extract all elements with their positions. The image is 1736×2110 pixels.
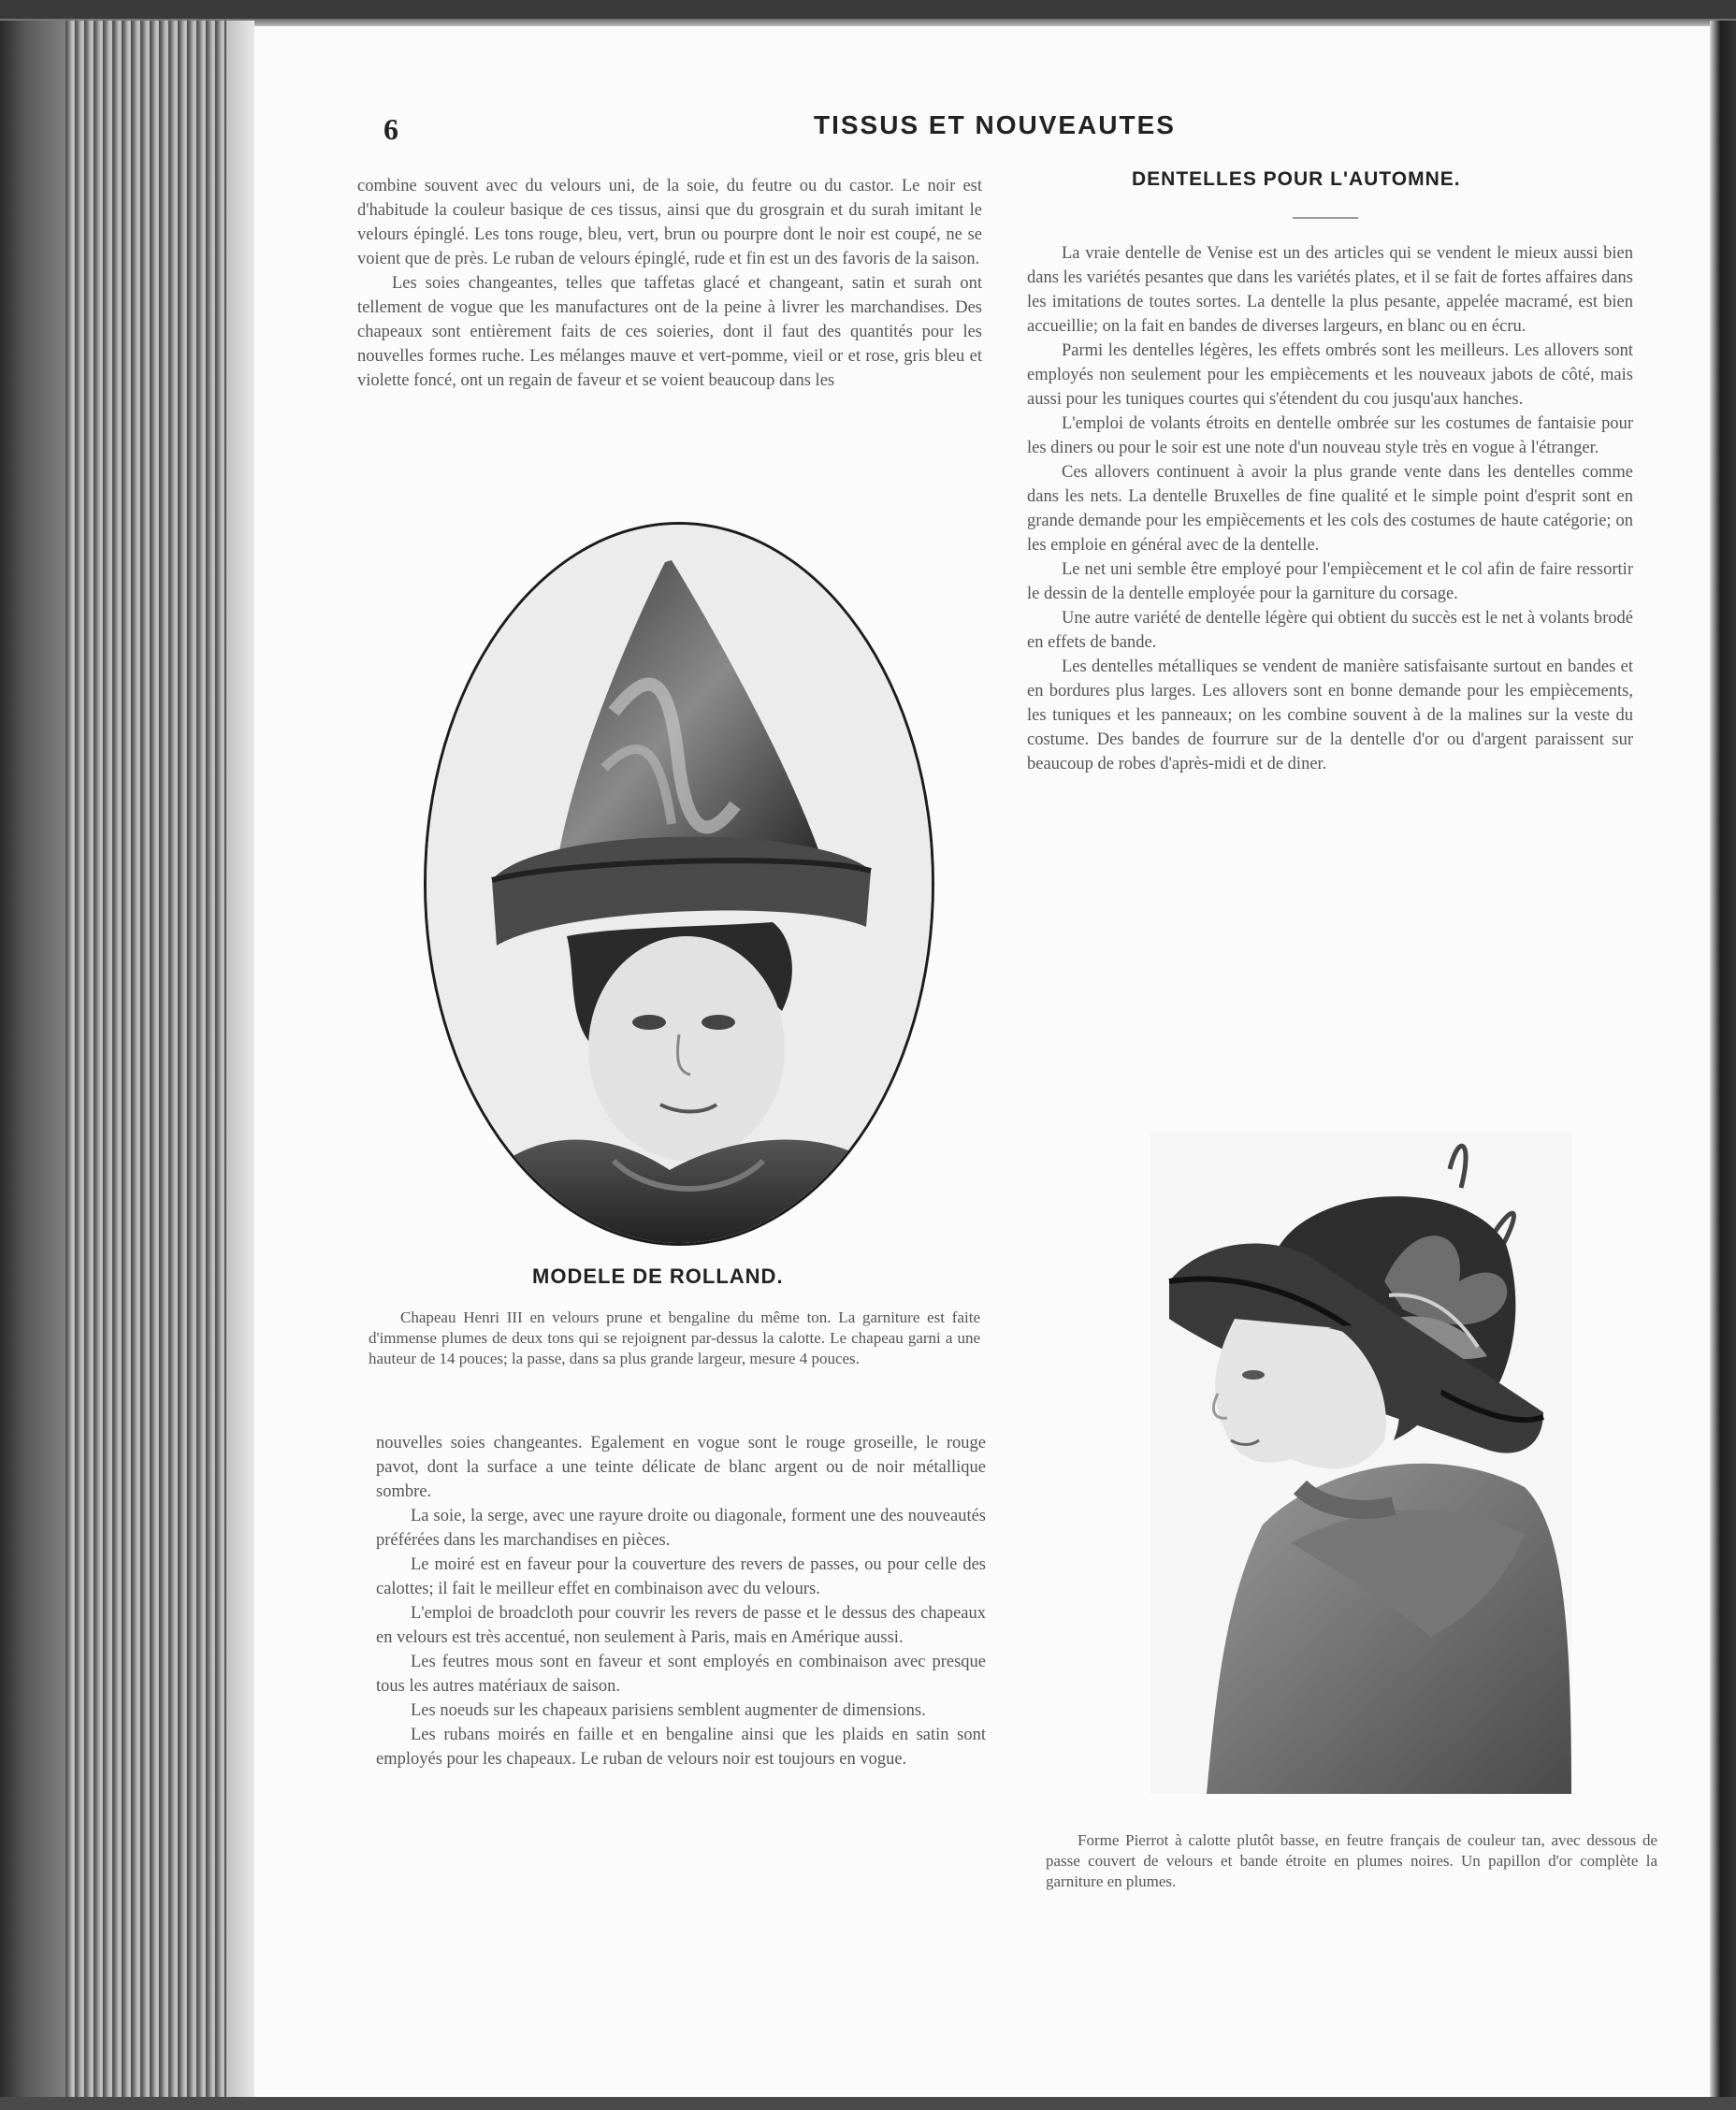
figure-caption-right [1046,1830,1657,1892]
scanner-frame-top [0,0,1736,21]
hat-profile-illustration [1150,1132,1571,1794]
title-divider [1293,217,1358,219]
paragraph: Le net uni semble être employé pour l'empiècement et le col afin de faire ressortir le dessin de la dentelle employée pour la garniture du corsage. [1027,560,1633,603]
profile-portrait-photo [1150,1132,1571,1794]
book-right-edge [1710,21,1736,2097]
paragraph: Une autre variété de dentelle légère qui obtient du succès est le net à volants brodé en effets de bande. [1027,609,1633,652]
paragraph: Le moiré est en faveur pour la couverture des revers de passes, ou pour celle des calottes; il fait le meilleur effet en combinaison avec du velours. [376,1555,986,1598]
book-page-edges [0,21,254,2097]
paragraph: Les noeuds sur les chapeaux parisiens semblent augmenter de dimensions. [411,1701,926,1720]
paragraph: Les soies changeantes, telles que taffetas glacé et changeant, satin et surah ont tellement de vogue que les manufactures ont de la peine à livrer les marchandises. Des chapeaux sont entièrement faits de ces soieries, dont il faut des quantités pour les nouvelles formes ruche. Les mélanges mauve et vert-pomme, vieil or et rose, gris bleu et violette foncé, ont un regain de faveur et se voient beaucoup dans les [357,274,982,390]
paragraph: L'emploi de broadcloth pour couvrir les revers de passe et le dessus des chapeaux en velours est très accentué, non seulement à Paris, mais en Amérique aussi. [376,1604,986,1647]
hat-portrait-illustration [427,525,932,1243]
left-column-bottom [376,1431,986,1771]
paragraph: combine souvent avec du velours uni, de la soie, du feutre ou du castor. Le noir est d'habitude la couleur basique de ces tissus, ainsi que du grosgrain et du surah imitant le velours épinglé. Les tons rouge, bleu, vert, brun ou pourpre dont le noir est coupé, ne se voient que de près. Le ruban de velours épinglé, rude et fin est un des favoris de la saison. [357,177,982,268]
section-title: DENTELLES POUR L'AUTOMNE. [1132,168,1461,190]
caption-text: Chapeau Henri III en velours prune et bengaline du même ton. La garniture est faite d'immense plumes de deux tons qui se rejoignent par-dessus la calotte. Le chapeau garni a une hauteur de 14 pouces; la passe, dans sa plus grande largeur, mesure 4 pouces. [369,1308,980,1367]
right-column [1027,241,1633,776]
paragraph: Les rubans moirés en faille et en bengaline ainsi que les plaids en satin sont employés pour les chapeaux. Le ruban de velours noir est toujours en vogue. [376,1726,986,1769]
paragraph: La vraie dentelle de Venise est un des articles qui se vendent le mieux aussi bien dans les variétés pesantes que dans les variétés plates, et il se fait de fortes affaires dans les imitations de toutes sortes. La dentelle la plus pesante, appelée macramé, est bien accueillie; on la fait en bandes de diverses largeurs, en blanc ou en écru. [1027,244,1633,336]
running-head: TISSUS ET NOUVEAUTES [814,110,1176,139]
paragraph: Les feutres mous sont en faveur et sont employés en combinaison avec presque tous les autres matériaux de saison. [376,1653,986,1696]
paragraph: nouvelles soies changeantes. Egalement en vogue sont le rouge groseille, le rouge pavot, dont la surface a une teinte délicate de blanc argent ou de noir métallique sombre. [376,1434,986,1501]
paragraph: La soie, la serge, avec une rayure droite ou diagonale, forment une des nouveautés préférées dans les marchandises en pièces. [376,1507,986,1550]
page-number: 6 [383,112,398,146]
paragraph: Ces allovers continuent à avoir la plus grande vente dans les dentelles comme dans les nets. La dentelle Bruxelles de fine qualité et le simple point d'esprit sont en grande demande pour les empiècements et les cols des costumes de haute catégorie; on les emploie en général avec de la dentelle. [1027,463,1633,555]
scanner-frame-bottom [0,2097,1736,2110]
caption-text: Forme Pierrot à calotte plutôt basse, en feutre français de couleur tan, avec dessous de passe couvert de velours et bande étroite en plumes noires. Un papillon d'or complète la garniture en plumes. [1046,1831,1657,1890]
left-column-top [357,174,982,393]
oval-portrait-photo [424,522,934,1246]
paragraph: Les dentelles métalliques se vendent de manière satisfaisante surtout en bandes et en bordures plus larges. Les allovers sont en bonne demande pour les empiècements, les tuniques et les panneaux; on les combine souvent à de la malines sur la veste du costume. Des bandes de fourrure sur de la dentelle d'or ou d'argent paraissent sur beaucoup de robes d'après-midi et de diner. [1027,658,1633,773]
paragraph: Parmi les dentelles légères, les effets ombrés sont les meilleurs. Les allovers sont employés non seulement pour les empiècements et les nouveaux jabots de côté, mais aussi pour les tuniques courtes qui s'étendent du cou jusqu'aux hanches. [1027,341,1633,409]
figure-title: MODELE DE ROLLAND. [532,1265,784,1288]
paragraph: L'emploi de volants étroits en dentelle ombrée sur les costumes de fantaisie pour les diners ou pour le soir est une note d'un nouveau style très en vogue à l'étranger. [1027,414,1633,457]
figure-caption-left [369,1308,980,1369]
